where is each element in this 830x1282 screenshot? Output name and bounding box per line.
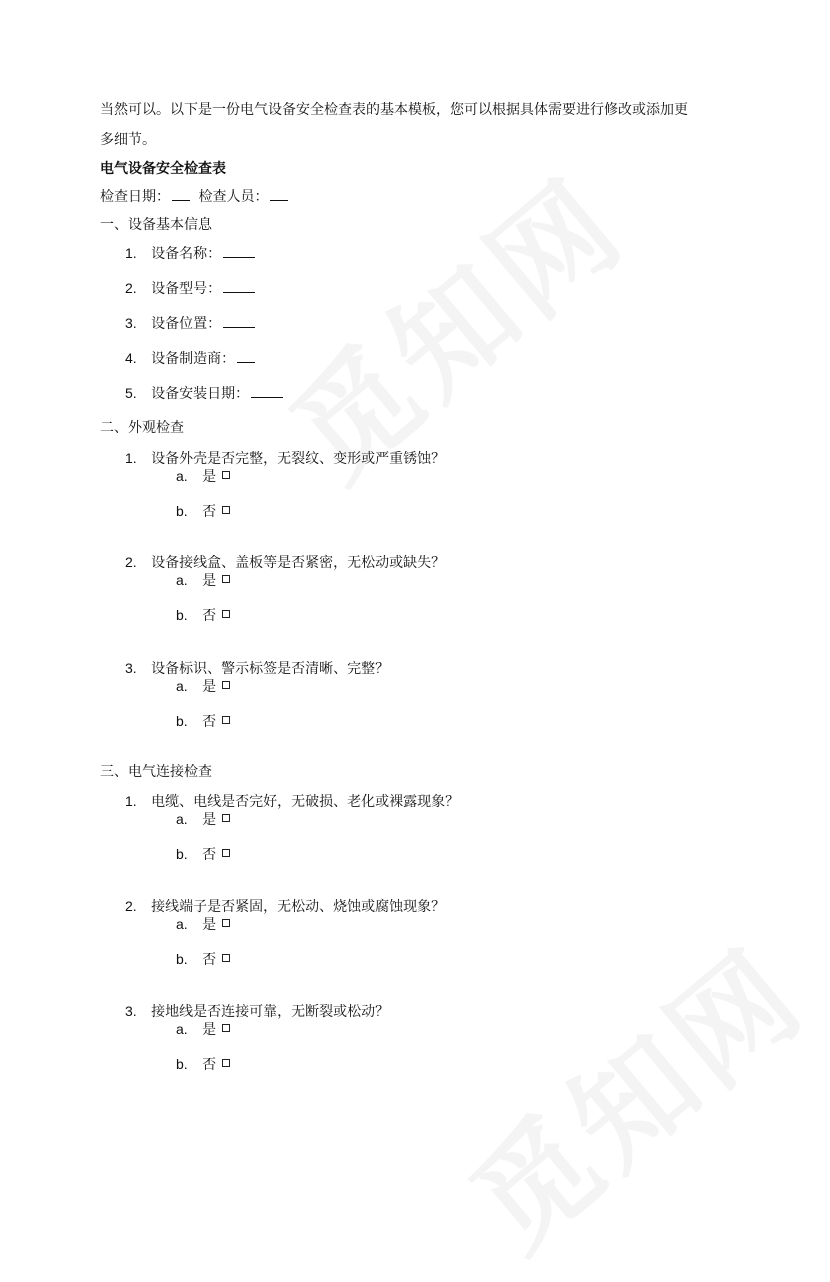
watermark-bottom (430, 903, 830, 1282)
checkbox-icon[interactable] (222, 716, 230, 724)
option-yes[interactable] (176, 914, 230, 935)
checkbox-icon[interactable] (222, 1024, 230, 1032)
item-number: 1. (125, 245, 137, 261)
option-label: 否 (202, 1057, 217, 1073)
question-number: 1. (125, 450, 137, 466)
document-title: 电气设备安全检查表 (100, 161, 226, 177)
option-letter: a. (176, 572, 188, 588)
checkbox-icon[interactable] (222, 681, 230, 689)
question-number: 3. (125, 1003, 137, 1019)
question (125, 1001, 389, 1022)
checkbox-icon[interactable] (222, 506, 230, 514)
install-date-blank[interactable] (251, 385, 283, 398)
question-text: 接线端子是否紧固，无松动、烧蚀或腐蚀现象？ (151, 899, 446, 915)
checkbox-icon[interactable] (222, 954, 230, 962)
checkbox-icon[interactable] (222, 849, 230, 857)
device-manufacturer-blank[interactable] (237, 350, 255, 363)
check-date-inspector-line (100, 187, 288, 207)
section1-heading: 一、设备基本信息 (100, 217, 212, 233)
option-label: 否 (202, 952, 217, 968)
item-label: 设备名称： (151, 246, 222, 262)
question-text: 设备外壳是否完整，无裂纹、变形或严重锈蚀？ (151, 451, 446, 467)
inspector-blank[interactable] (270, 188, 288, 201)
option-yes[interactable] (176, 809, 230, 830)
option-label: 否 (202, 504, 217, 520)
option-label: 否 (202, 714, 217, 730)
question-text: 电缆、电线是否完好，无破损、老化或裸露现象？ (151, 794, 460, 810)
option-label: 是 (202, 812, 217, 828)
option-letter: a. (176, 678, 188, 694)
intro-line-2: 多细节。 (100, 132, 156, 148)
question-number: 1. (125, 793, 137, 809)
option-letter: a. (176, 811, 188, 827)
option-letter: b. (176, 1056, 188, 1072)
question (125, 658, 389, 679)
item-label: 设备型号： (151, 281, 222, 297)
option-no[interactable] (176, 1054, 230, 1075)
option-letter: b. (176, 951, 188, 967)
device-name-blank[interactable] (223, 245, 255, 258)
item-label: 设备位置： (151, 316, 222, 332)
option-label: 否 (202, 847, 217, 863)
option-yes[interactable] (176, 676, 230, 697)
question-text: 设备接线盒、盖板等是否紧密，无松动或缺失？ (151, 555, 446, 571)
section3-heading: 三、电气连接检查 (100, 764, 212, 780)
option-no[interactable] (176, 949, 230, 970)
item-label: 设备安装日期： (151, 386, 250, 402)
checkbox-icon[interactable] (222, 814, 230, 822)
option-letter: a. (176, 916, 188, 932)
option-letter: b. (176, 503, 188, 519)
question (125, 448, 445, 469)
option-yes[interactable] (176, 1019, 230, 1040)
section1-item (125, 348, 255, 369)
option-yes[interactable] (176, 466, 230, 487)
check-date-label: 检查日期： (100, 189, 170, 205)
question-number: 2. (125, 898, 137, 914)
option-no[interactable] (176, 501, 230, 522)
inspector-label: 检查人员： (198, 189, 269, 205)
section1-item (125, 243, 255, 264)
option-yes[interactable] (176, 570, 230, 591)
check-date-blank[interactable] (172, 188, 190, 201)
section1-item (125, 383, 283, 404)
question-text: 设备标识、警示标签是否清晰、完整？ (151, 661, 390, 677)
item-number: 4. (125, 350, 137, 366)
option-letter: b. (176, 713, 188, 729)
option-no[interactable] (176, 711, 230, 732)
question-text: 接地线是否连接可靠，无断裂或松动？ (151, 1004, 390, 1020)
question-number: 3. (125, 660, 137, 676)
option-letter: b. (176, 607, 188, 623)
option-label: 是 (202, 917, 217, 933)
option-label: 否 (202, 608, 217, 624)
checkbox-icon[interactable] (222, 471, 230, 479)
device-location-blank[interactable] (223, 315, 255, 328)
option-label: 是 (202, 469, 217, 485)
item-number: 3. (125, 315, 137, 331)
option-no[interactable] (176, 844, 230, 865)
checkbox-icon[interactable] (222, 919, 230, 927)
item-number: 2. (125, 280, 137, 296)
checkbox-icon[interactable] (222, 1059, 230, 1067)
question (125, 552, 445, 573)
option-letter: b. (176, 846, 188, 862)
item-number: 5. (125, 385, 137, 401)
option-letter: a. (176, 468, 188, 484)
option-label: 是 (202, 573, 217, 589)
question (125, 896, 445, 917)
section2-heading: 二、外观检查 (100, 420, 184, 436)
section1-item (125, 278, 255, 299)
device-model-blank[interactable] (223, 280, 255, 293)
question-number: 2. (125, 554, 137, 570)
section1-item (125, 313, 255, 334)
option-letter: a. (176, 1021, 188, 1037)
checkbox-icon[interactable] (222, 610, 230, 618)
option-no[interactable] (176, 605, 230, 626)
item-label: 设备制造商： (151, 351, 236, 367)
intro-line-1: 当然可以。以下是一份电气设备安全检查表的基本模板，您可以根据具体需要进行修改或添加更 (100, 102, 688, 118)
option-label: 是 (202, 679, 217, 695)
option-label: 是 (202, 1022, 217, 1038)
checkbox-icon[interactable] (222, 575, 230, 583)
